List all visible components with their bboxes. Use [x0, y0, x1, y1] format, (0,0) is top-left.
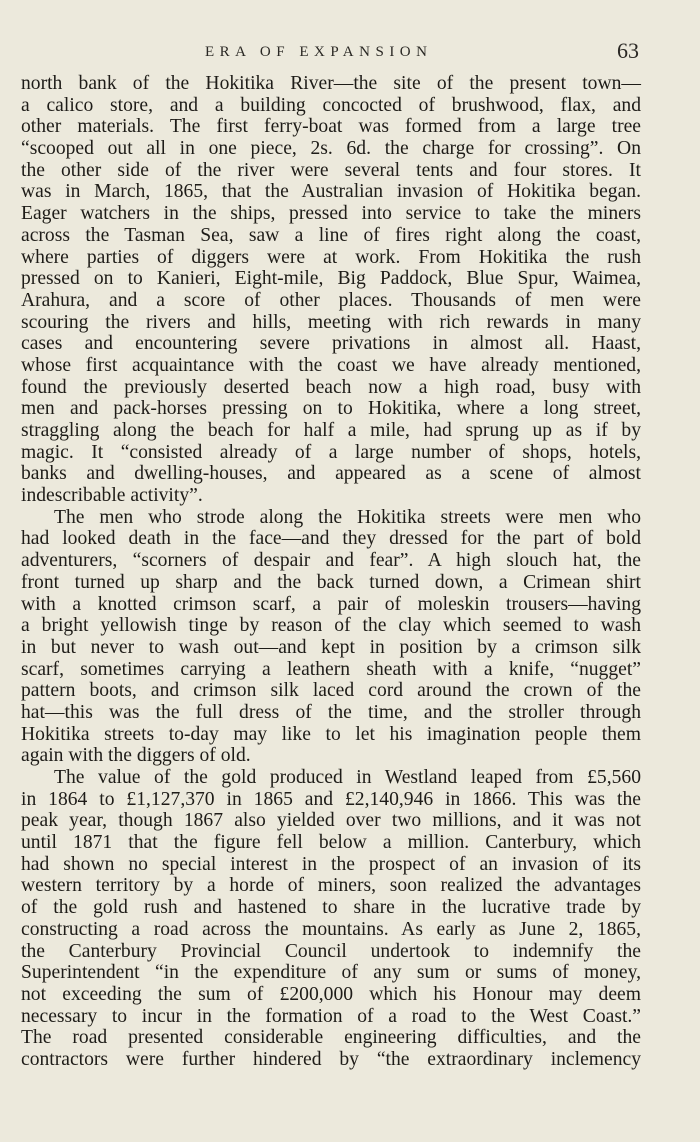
text-line: of the gold rush and hastened to share in the lucrative trade by [21, 897, 641, 919]
text-line: a calico store, and a building concocted of brushwood, flax, and [21, 94, 641, 116]
text-line: pressed on to Kanieri, Eight-mile, Big Paddock, Blue Spur, Waimea, [21, 268, 641, 290]
text-line: western territory by a horde of miners, soon realized the advantages [21, 875, 641, 897]
page-number: 63 [617, 38, 639, 63]
text-line: the other side of the river were several tents and four stores. It [21, 159, 641, 181]
text-line: magic. It “consisted already of a large number of shops, hotels, [21, 441, 641, 463]
text-line: in 1864 to £1,127,370 in 1865 and £2,140,946 in 1866. This was the [21, 788, 641, 810]
text-line: had looked death in the face—and they dressed for the part of bold [21, 528, 641, 550]
text-line: “scooped out all in one piece, 2s. 6d. the charge for crossing”. On [21, 138, 641, 160]
text-line: found the previously deserted beach now a high road, busy with [21, 376, 641, 398]
page-header [0, 38, 700, 68]
text-line: hat—this was the full dress of the time, and the stroller through [21, 701, 641, 723]
body-text [21, 73, 641, 1071]
running-head: ERA OF EXPANSION [205, 44, 433, 60]
text-line: not exceeding the sum of £200,000 which his Honour may deem [21, 983, 641, 1005]
text-line: The value of the gold produced in Westland leaped from £5,560 [54, 767, 641, 788]
text-line: Arahura, and a score of other places. Thousands of men were [21, 289, 641, 311]
text-line: adventurers, “scorners of despair and fear”. A high slouch hat, the [21, 550, 641, 572]
text-line: north bank of the Hokitika River—the site of the present town— [21, 73, 641, 94]
text-line: across the Tasman Sea, saw a line of fires right along the coast, [21, 224, 641, 246]
text-line: cases and encountering severe privations in almost all. Haast, [21, 333, 641, 355]
text-line: men and pack-horses pressing on to Hokitika, where a long street, [21, 398, 641, 420]
text-line: other materials. The first ferry-boat was formed from a large tree [21, 116, 641, 138]
text-line: whose first acquaintance with the coast we have already mentioned, [21, 354, 641, 376]
text-line: necessary to incur in the formation of a road to the West Coast.” [21, 1005, 641, 1027]
text-line: where parties of diggers were at work. From Hokitika the rush [21, 246, 641, 268]
text-line: a bright yellowish tinge by reason of the clay which seemed to wash [21, 615, 641, 637]
text-line: straggling along the beach for half a mile, had sprung up as if by [21, 420, 641, 441]
text-line: constructing a road across the mountains. As early as June 2, 1865, [21, 918, 641, 940]
text-line: contractors were further hindered by “the extraordinary inclemency [21, 1048, 641, 1070]
text-line: front turned up sharp and the back turned down, a Crimean shirt [21, 571, 641, 593]
text-line: peak year, though 1867 also yielded over two millions, and it was not [21, 810, 641, 832]
text-line: the Canterbury Provincial Council undertook to indemnify the [21, 940, 641, 962]
text-line: scarf, sometimes carrying a leathern sheath with a knife, “nugget” [21, 658, 641, 680]
text-line: scouring the rivers and hills, meeting with rich rewards in many [21, 311, 641, 333]
text-line: again with the diggers of old. [21, 745, 251, 767]
text-line: had shown no special interest in the prospect of an invasion of its [21, 853, 641, 875]
text-line: The men who strode along the Hokitika streets were men who [54, 506, 641, 528]
text-line: banks and dwelling-houses, and appeared as a scene of almost [21, 463, 641, 485]
text-line: The road presented considerable engineering difficulties, and the [21, 1027, 641, 1049]
text-line: Superintendent “in the expenditure of any sum or sums of money, [21, 962, 641, 984]
text-line: indescribable activity”. [21, 485, 203, 507]
text-line: pattern boots, and crimson silk laced cord around the crown of the [21, 680, 641, 702]
text-line: with a knotted crimson scarf, a pair of moleskin trousers—having [21, 593, 641, 615]
text-line: in but never to wash out—and kept in position by a crimson silk [21, 636, 641, 658]
text-line: was in March, 1865, that the Australian invasion of Hokitika began. [21, 181, 641, 203]
text-line: Eager watchers in the ships, pressed into service to take the miners [21, 203, 641, 225]
text-line: until 1871 that the figure fell below a million. Canterbury, which [21, 832, 641, 854]
text-line: Hokitika streets to-day may like to let his imagination people them [21, 723, 641, 745]
